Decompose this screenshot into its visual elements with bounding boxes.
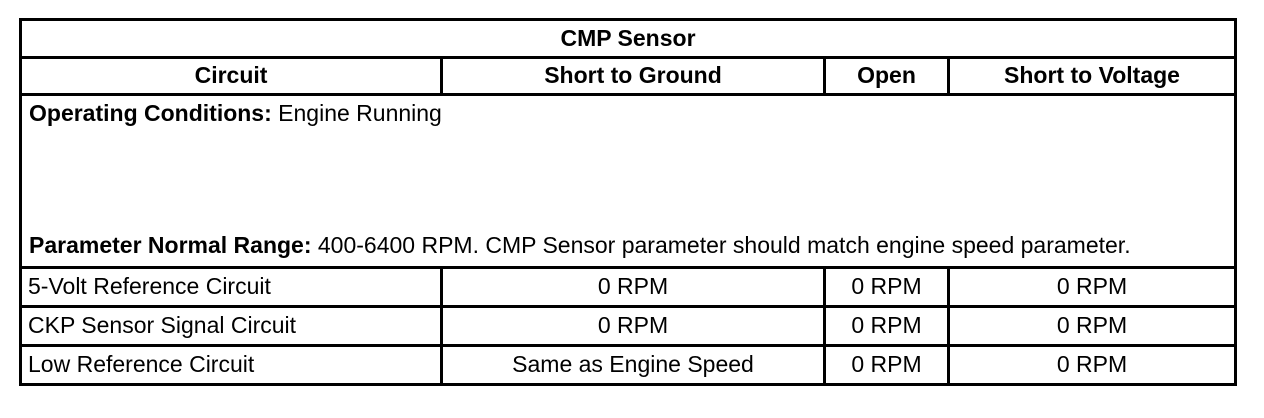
open-cell: 0 RPM <box>825 268 949 307</box>
circuit-cell: CKP Sensor Signal Circuit <box>21 307 442 346</box>
parameter-range-label: Parameter Normal Range: <box>29 231 312 258</box>
header-short-to-voltage: Short to Voltage <box>949 58 1236 95</box>
open-cell: 0 RPM <box>825 307 949 346</box>
open-cell: 0 RPM <box>825 346 949 385</box>
short-to-ground-cell: 0 RPM <box>442 268 825 307</box>
operating-conditions <box>29 101 442 126</box>
short-to-ground-cell: 0 RPM <box>442 307 825 346</box>
parameter-normal-range <box>29 233 1131 258</box>
table-title-row <box>21 20 1236 58</box>
short-to-voltage-cell: 0 RPM <box>949 268 1236 307</box>
operating-conditions-value: Engine Running <box>271 100 442 126</box>
table-title: CMP Sensor <box>21 20 1236 58</box>
table-row <box>21 268 1236 307</box>
operating-conditions-label: Operating Conditions: <box>29 100 272 126</box>
circuit-cell: 5-Volt Reference Circuit <box>21 268 442 307</box>
cmp-sensor-table <box>19 18 1237 386</box>
parameter-range-value: 400-6400 RPM. CMP Sensor parameter should match engine speed parameter. <box>311 231 1131 258</box>
circuit-cell: Low Reference Circuit <box>21 346 442 385</box>
short-to-ground-cell: Same as Engine Speed <box>442 346 825 385</box>
header-open: Open <box>825 58 949 95</box>
conditions-row <box>21 95 1236 268</box>
table-row <box>21 307 1236 346</box>
short-to-voltage-cell: 0 RPM <box>949 307 1236 346</box>
header-short-to-ground: Short to Ground <box>442 58 825 95</box>
header-circuit: Circuit <box>21 58 442 95</box>
short-to-voltage-cell: 0 RPM <box>949 346 1236 385</box>
table-header-row <box>21 58 1236 95</box>
table-row <box>21 346 1236 385</box>
conditions-cell <box>21 95 1236 268</box>
